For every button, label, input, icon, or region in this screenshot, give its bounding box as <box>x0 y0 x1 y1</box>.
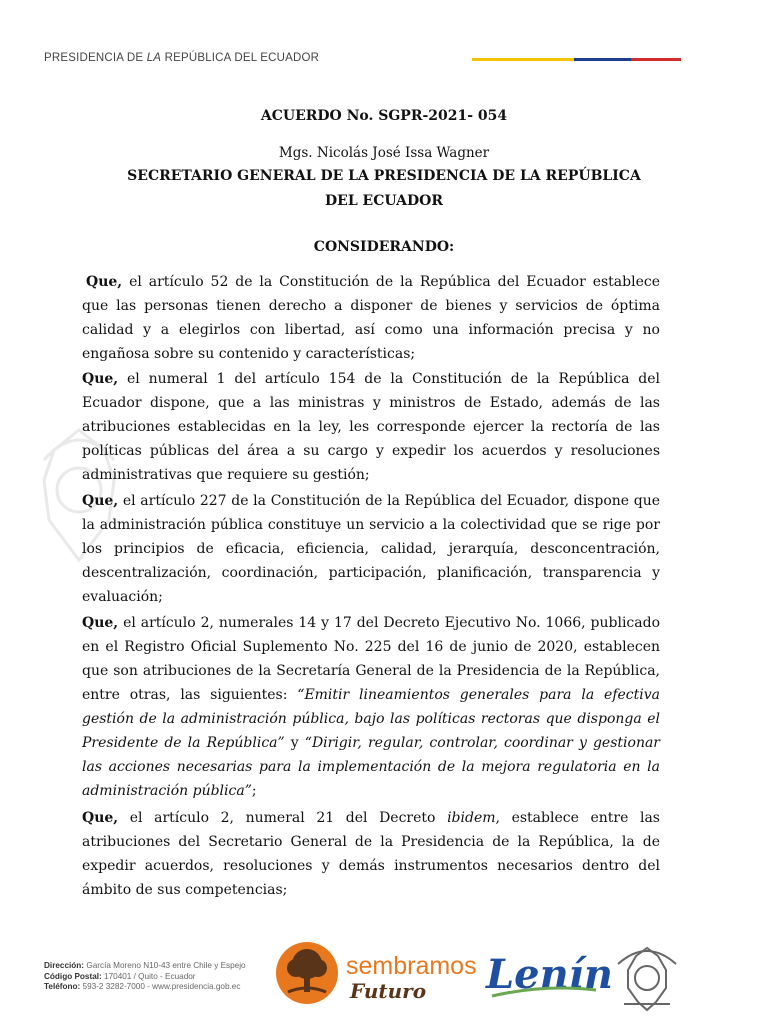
considerando-paragraph-1 <box>82 270 660 366</box>
quote-dirigir: “Dirigir, regular, controlar, coordinar y gestionar las acciones necesarias para la implementación de la mejora regulatoria en la administración pública” <box>82 735 660 799</box>
tree-logo-icon <box>274 940 477 1006</box>
paragraph-lead: Que, <box>86 274 123 290</box>
section-heading: CONSIDERANDO: <box>313 239 455 255</box>
document-title: ACUERDO No. SGPR-2021- 054 <box>260 108 508 124</box>
logo-lenin-text: Lenín <box>486 951 613 998</box>
paragraph-text: el artículo 2, numerales 14 y 17 del Decreto Ejecutivo No. 1066, publicado en el Registro Oficial Suplemento No. 225 del 16 de junio de 2020, establecen que son atribuciones de la Secretaría General de la Presidencia de la República, entre otras, las siguientes: <box>82 615 660 703</box>
signer-role-line-1: SECRETARIO GENERAL DE LA PRESIDENCIA DE LA REPÚBLICA <box>127 168 641 184</box>
flag-stripe <box>472 58 681 61</box>
paragraph-text-after: , establece entre las atribuciones del Secretario General de la Presidencia de la República, la de expedir acuerdos, resoluciones y demás instrumentos necesarios dentro del ámbito de sus competencias; <box>82 810 660 898</box>
institution-header <box>44 52 319 64</box>
flag-blue <box>574 58 631 61</box>
paragraph-text: el artículo 52 de la Constitución de la República del Ecuador establece que las personas tienen derecho a disponer de bienes y servicios de óptima calidad y a elegirlos con libertad, así como una información precisa y no engañosa sobre su contenido y características; <box>82 274 660 362</box>
paragraph-text: el artículo 227 de la Constitución de la República del Ecuador, dispone que la administración pública constituye un servicio a la colectividad que se rige por los principios de eficacia, eficiencia, calidad, jerarquía, desconcentración, descentralización, coordinación, participación, planificación, transparencia y evaluación; <box>82 493 660 605</box>
quote-emitir: “Emitir lineamientos generales para la efectiva gestión de la administración pública, bajo las políticas rectoras que disponga el Presidente de la República” <box>82 687 661 751</box>
paragraph-italic: ibidem <box>447 810 496 826</box>
flag-red <box>631 58 681 61</box>
institution-part-1: PRESIDENCIA DE <box>44 52 147 64</box>
quote-connector: y <box>284 735 305 751</box>
signer-name: Mgs. Nicolás José Issa Wagner <box>278 145 490 161</box>
logo-futuro-text: Futuro <box>350 979 427 1003</box>
footer-phone: Teléfono: 593-2 3282-7000 - www.presidencia.gob.ec <box>44 982 241 991</box>
paragraph-text: el artículo 2, numeral 21 del Decreto <box>118 810 448 826</box>
paragraph-tail: ; <box>251 783 257 799</box>
footer-address: Dirección: García Moreno N10-43 entre Chile y Espejo <box>44 961 246 970</box>
signer-role-line-2: DEL ECUADOR <box>325 193 443 209</box>
footer-contact-info <box>44 961 246 993</box>
considerando-paragraph-3 <box>82 489 660 609</box>
paragraph-lead: Que, <box>82 615 119 631</box>
paragraph-lead: Que, <box>82 493 119 509</box>
institution-part-2: LA <box>146 52 162 64</box>
paragraph-lead: Que, <box>82 371 119 387</box>
coat-of-arms-seal-icon <box>614 944 680 1014</box>
considerando-paragraph-4 <box>82 611 660 803</box>
institution-part-3: REPÚBLICA DEL ECUADOR <box>161 52 320 64</box>
paragraph-lead: Que, <box>82 810 119 826</box>
logo-sembramos-text: sembramos <box>346 952 477 980</box>
flag-yellow <box>472 58 574 61</box>
footer-postal-code: Código Postal: 170401 / Quito - Ecuador <box>44 971 196 981</box>
considerando-paragraph-2 <box>82 367 660 487</box>
lenin-signature-logo <box>484 944 613 1008</box>
paragraph-text: el numeral 1 del artículo 154 de la Constitución de la República del Ecuador dispone, que a las ministras y ministros de Estado, además de las atribuciones establecidas en la ley, les corresponde ejercer la rectoría de las políticas públicas del área a su cargo y expedir los acuerdos y resoluciones administrativas que requiere su gestión; <box>82 371 660 483</box>
considerando-paragraph-5 <box>82 806 660 902</box>
sembramos-futuro-logo <box>274 940 477 1010</box>
